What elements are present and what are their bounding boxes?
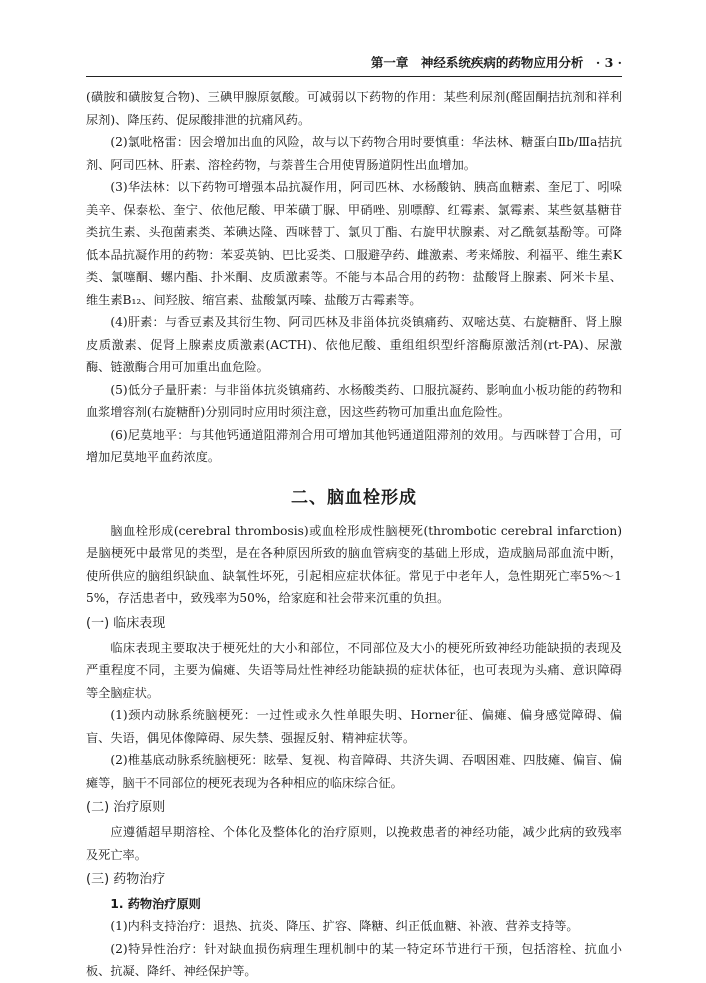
paragraph: (1)内科支持治疗：退热、抗炎、降压、扩容、降糖、纠正低血糖、补液、营养支持等。 — [110, 919, 579, 933]
paragraph: (5)低分子量肝素：与非甾体抗炎镇痛药、水杨酸类药、口服抗凝药、影响血小板功能的药物和血浆增容剂(右旋糖酐)分别同时应用时须注意，因这些药物可加重出血危险性。 — [86, 382, 622, 419]
paragraph: (磺胺和磺胺复合物)、三碘甲腺原氨酸。可减弱以下药物的作用：某些利尿剂(醛固酮拮抗剂和祥利尿剂)、降压药、促尿酸排泄的抗痛风药。 — [86, 90, 622, 127]
section-title: 二、脑血栓形成 — [291, 487, 417, 508]
sub-subheading: 1. 药物治疗原则 — [110, 897, 201, 911]
subsection-title: (三) 药物治疗 — [86, 872, 166, 887]
paragraph: (1)颈内动脉系统脑梗死：一过性或永久性单眼失明、Horner征、偏瘫、偏身感觉障碍、偏盲、失语，偶见体像障碍、尿失禁、强握反射、精神症状等。 — [86, 708, 622, 745]
paragraph: (4)肝素：与香豆素及其衍生物、阿司匹林及非甾体抗炎镇痛药、双嘧达莫、右旋糖酐、肾上腺皮质激素、促肾上腺素皮质激素(ACTH)、依他尼酸、重组组织型纤溶酶原激活剂(rt-PA)、尿激酶、链激酶合用可加重出血危险。 — [86, 315, 622, 374]
paragraph: 应遵循超早期溶栓、个体化及整体化的治疗原则，以挽救患者的神经功能，减少此病的致残率及死亡率。 — [86, 825, 622, 862]
page-header — [86, 52, 622, 77]
page-content — [86, 86, 622, 983]
paragraph: (2)特异性治疗：针对缺血损伤病理生理机制中的某一特定环节进行干预，包括溶栓、抗血小板、抗凝、降纤、神经保护等。 — [86, 941, 622, 978]
subsection-title: (二) 治疗原则 — [86, 800, 166, 815]
paragraph: 临床表现主要取决于梗死灶的大小和部位，不同部位及大小的梗死所致神经功能缺损的表现及严重程度不同，主要为偏瘫、失语等局灶性神经功能缺损的症状体征，也可表现为头痛、意识障碍等全脑症状。 — [86, 640, 622, 700]
subsection-title: (一) 临床表现 — [86, 615, 166, 631]
paragraph: (2)椎基底动脉系统脑梗死：眩晕、复视、构音障碍、共济失调、吞咽困难、四肢瘫、偏盲、偏瘫等，脑干不同部位的梗死表现为各种相应的临床综合征。 — [86, 753, 622, 790]
paragraph: (6)尼莫地平：与其他钙通道阻滞剂合用可增加其他钙通道阻滞剂的效用。与西咪替丁合用，可增加尼莫地平血药浓度。 — [86, 427, 622, 464]
header-text: 第一章 神经系统疾病的药物应用分析 · 3 · — [370, 55, 622, 70]
paragraph: (3)华法林：以下药物可增强本品抗凝作用，阿司匹林、水杨酸钠、胰高血糖素、奎尼丁、吲哚美辛、保泰松、奎宁、依他尼酸、甲苯磺丁脲、甲硝唑、别嘌醇、红霉素、氯霉素、某些氨基糖苷类抗生素、头孢菌素类、苯碘达隆、西咪替丁、氯贝丁酯、右旋甲状腺素、对乙酰氨基酚等。可降低本品抗凝作用的药物：苯妥英钠、巴比妥类、口服避孕药、雌激素、考来烯胺、利福平、维生素K类、氯噻酮、螺内酯、扑米酮、皮质激素等。不能与本品合用的药物：盐酸肾上腺素、阿米卡星、维生素B₁₂、间羟胺、缩宫素、盐酸氯丙嗪、盐酸万古霉素等。 — [86, 180, 622, 307]
paragraph: 脑血栓形成(cerebral thrombosis)或血栓形成性脑梗死(thrombotic cerebral infarction)是脑梗死中最常见的类型，是在各种原因所致的脑血管病变的基础上形成，造成脑局部血流中断，使所供应的脑组织缺血、缺氧性坏死，引起相应症状体征。常见于中老年人，急性期死亡率5%～15%，存活患者中，致残率为50%，给家庭和社会带来沉重的负担。 — [86, 523, 622, 605]
paragraph: (2)氯吡格雷：因会增加出血的风险，故与以下药物合用时要慎重：华法林、糖蛋白Ⅱb/Ⅲa拮抗剂、阿司匹林、肝素、溶栓药物，与萘普生合用使胃肠道阴性出血增加。 — [86, 135, 622, 172]
